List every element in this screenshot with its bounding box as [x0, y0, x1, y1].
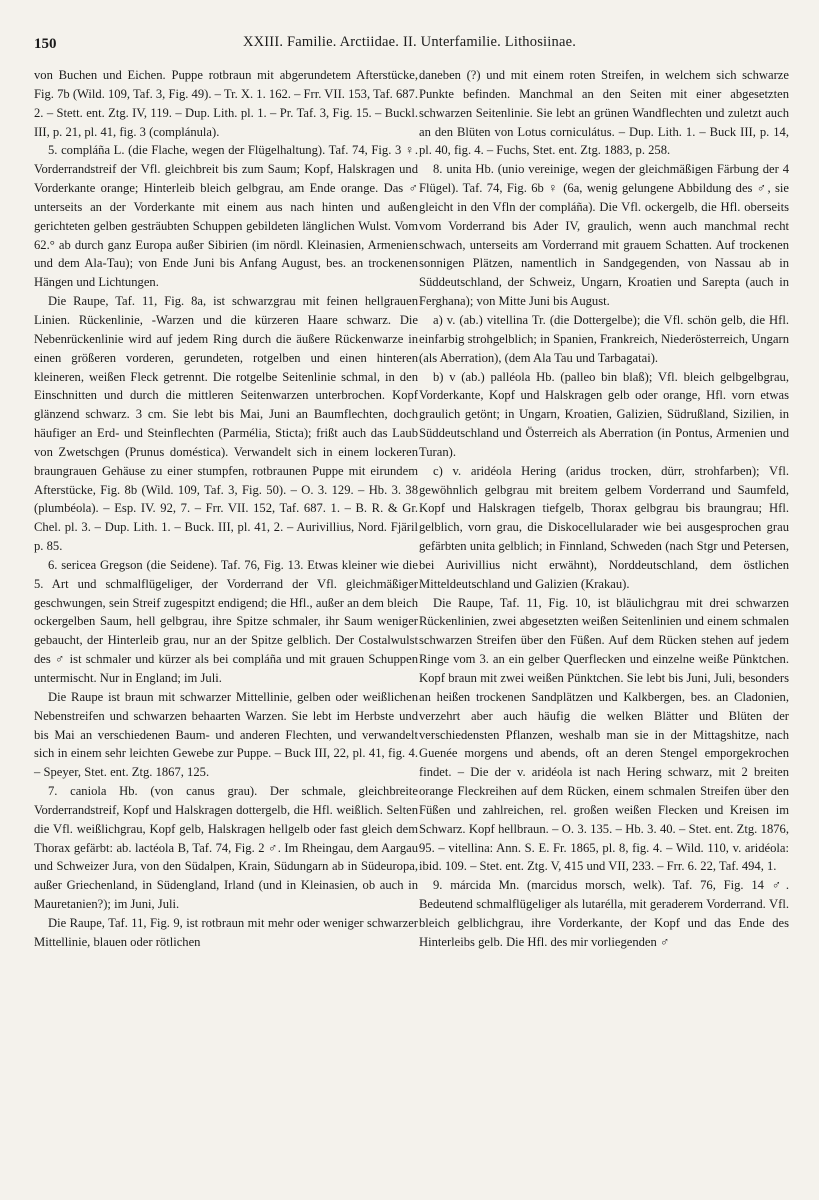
page-number: 150: [34, 36, 57, 52]
paragraph: 9. márcida Mn. (marcidus morsch, welk). Taf. 76, Fig. 14 ♂. Bedeutend schmalflügeliger als lutarélla, mit geraderem Vorderrand. Vfl. bleich gelblichgrau, ihre Vorderkante, der Kopf und das Ende des Hinterleibs gelb. Die Hfl. des mir vorliegenden ♂: [419, 878, 789, 949]
paragraph: Die Raupe, Taf. 11, Fig. 9, ist rotbraun mit mehr oder weniger schwarzer Mittellinie, blauen oder rötlichen: [34, 915, 418, 949]
paragraph: Die Raupe, Taf. 11, Fig. 8a, ist schwarzgrau mit feinen hellgrauen Linien. Rückenlinie, -Warzen und die kürzeren Haare schwarz. Die Nebenrückenlinie wird auf jedem Ring durch die äußere Rückenwarze in einen größeren vorderen, gerundeten, rotgelben und einen hinteren kleineren, weißen Fleck getrennt. Die rotgelbe Seitenlinie schmal, in den Einschnitten und durch die mittleren Seitenwarzen unterbrochen. Kopf glänzend schwarz. 3 cm. Sie lebt bis Mai, Juni an Baumflechten, doch häufiger an Erd- und Steinflechten (Parmélia, Sticta); frißt auch das Laub von Zwetschgen (Prunus doméstica). Verwandelt sich in einem lockeren braungrauen Gehäuse zu einer stumpfen, rotbraunen Puppe mit eirundem Afterstücke, Fig. 8b (Wild. 109, Taf. 3, Fig. 50). – O. 3. 129. – Hb. 3. 38 (plumbéola). – Esp. IV. 92, 7. – Frr. VII. 152, Taf. 687. 1. – B. R. & Gr. Chel. pl. 3. – Dup. Lith. 1. – Buck. III, pl. 41, 2. – Aurivillius, Nord. Fjäril p. 85.: [34, 294, 418, 554]
paragraph: c) v. aridéola Hering (aridus trocken, dürr, strohfarben); Vfl. gewöhnlich gelbgrau mit breitem gelbem Vorderrand und Saumfeld, Kopf und Halskragen tiefgelb, Thorax gelbgrau bis braungrau; Hfl. gelblich, vorn grau, die Diskocellularader wie bei ausgesprochen grau gefärbten unita gelblich; in Finnland, Schweden (nach Stgr und Petersen, bei Aurivillius nicht erwähnt), Norddeutschland, dem östlichen Mitteldeutschland und Galizien (Krakau).: [419, 463, 789, 591]
paragraph: 5. compláña L. (die Flache, wegen der Flügelhaltung). Taf. 74, Fig. 3 ♀. Vorderrandstreif der Vfl. gleichbreit bis zum Saum; Kopf, Halskragen und Vorderkante orange; Hinterleib bleich gelbgrau, am Ende orange. Das ♂ unterseits an der Vorderkante mit einem aus nach hinten und außen gerichteten gelben gesträubten Schuppen gebildeten länglichen Wulst. Vom 62.° ab durch ganz Europa außer Sibirien (im nördl. Kleinasien, Armenien und dem Ala-Tau); von Ende Juni bis Anfang August, bes. an trockenen Hängen und Lichtungen.: [34, 143, 418, 290]
paragraph: Die Raupe ist braun mit schwarzer Mittellinie, gelben oder weißlichen Nebenstreifen und schwarzen behaarten Warzen. Sie lebt im Herbste und bis Mai an verschiedenen Baum- und anderen Flechten, und verwandelt sich in einem sehr leichten Gewebe zur Puppe. – Buck III, 22, pl. 41, fig. 4. – Speyer, Stet. ent. Ztg. 1867, 125.: [34, 689, 418, 780]
paragraph: Die Raupe, Taf. 11, Fig. 10, ist bläulichgrau mit drei schwarzen Rückenlinien, zwei abgesetzten weißen Seitenlinien und einem schmalen schwarzen Streifen über den Füßen. Auf dem Rücken stehen auf jedem Ringe vom 3. an ein gelber Querflecken und einzelne weiße Pünktchen. Kopf braun mit zwei weißen Pünktchen. Sie lebt bis Juni, Juli, besonders an heißen trockenen Sandplätzen und Kalkbergen, bes. an Cladonien, verzehrt aber auch häufig die welken Blätter und Blüten der verschiedensten Pflanzen, weshalb man sie in der Mittagshitze, nach Guenée morgens und abends, oft an deren Stengel emporgekrochen findet. – Die der v. aridéola ist nach Hering schwarz, mit 2 breiten orange Fleckreihen auf dem Rücken, einem schmalen Streifen über den Füßen und zahlreichen, rel. großen weißen Flecken und Kreisen im Schwarz. Kopf hellbraun. – O. 3. 135. – Hb. 3. 40. – Stet. ent. Ztg. 1876, 95. – vitellina: Ann. S. E. Fr. 1865, pl. 8, fig. 4. – Wild. 110, v. aridéola: ibid. 109. – Stet. ent. Ztg. V, 415 und VII, 233. – Frr. 6. 22, Taf. 494, 1.: [419, 595, 789, 874]
running-head: XXIII. Familie. Arctiidae. II. Unterfamilie. Lithosiinae.: [242, 34, 577, 50]
paragraph: 6. sericea Gregson (die Seidene). Taf. 76, Fig. 13. Etwas kleiner wie die 5. Art und schmalflügeliger, der Vorderrand der Vfl. gleichmäßiger geschwungen, sein Streif zugespitzt endigend; die Hfl., außer an dem bleich ockergelben Saum, hell gelbgrau, ihre Spitze schmaler, ihr Saum weniger gebaucht, der Hinterleib grau, nur an der Spitze gelblich. Der Costalwulst des ♂ ist schmaler und kürzer als bei compláña und mit grauen Schuppen untermischt. Nur in England; im Juli.: [34, 557, 418, 685]
paragraph: b) v (ab.) palléola Hb. (palleo bin blaß); Vfl. bleich gelbgelbgrau, Vorderkante, Kopf und Halskragen gelb oder orange, Hfl. vorn etwas graulich getönt; in Ungarn, Kroatien, Galizien, Südrußland, Sizilien, in Süddeutschland und Österreich als Aberration (in Pontus, Armenien und Turan).: [419, 369, 789, 459]
left-column: [34, 66, 418, 952]
paragraph: a) v. (ab.) vitellina Tr. (die Dottergelbe); die Vfl. schön gelb, die Hfl. einfarbig strohgelblich; in Spanien, Frankreich, Niederösterreich, Ungarn (als Aberration), (dem Ala Tau und Tarbagatai).: [419, 312, 789, 365]
right-column: [419, 66, 789, 952]
paragraph: von Buchen und Eichen. Puppe rotbraun mit abgerundetem Afterstücke, Fig. 7b (Wild. 109, Taf. 3, Fig. 49). – Tr. X. 1. 162. – Frr. VII. 153, Taf. 687. 2. – Stett. ent. Ztg. IV, 119. – Dup. Lith. pl. 1. – Pr. Taf. 3, Fig. 15. – Buckl. III, p. 21, pl. 41, fig. 3 (complánula).: [34, 68, 418, 139]
paragraph: daneben (?) und mit einem roten Streifen, in welchem sich schwarze Punkte befinden. Manchmal an den Seiten mit einer abgesetzten schwarzen Seitenlinie. Sie lebt an grünen Wandflechten und zuletzt auch an den Blüten von Lotus corniculátus. – Dup. Lith. 1. – Buck III, p. 14, pl. 40, fig. 4. – Fuchs, Stet. ent. Ztg. 1883, p. 258.: [419, 68, 789, 158]
paragraph: 8. unita Hb. (unio vereinige, wegen der gleichmäßigen Färbung der 4 Flügel). Taf. 74, Fig. 6b ♀ (6a, wenig gelungene Abbildung des ♂, sie gleicht in den Vfln der compláña). Die Vfl. ockergelb, die Hfl. oberseits vom Vorderrand bis Ader IV, graulich, wenn auch manchmal recht schwach, unterseits am Vorderrand mit grauem Schatten. Auf trockenen sonnigen Plätzen, namentlich in Sandgegenden, von Nassau ab in Süddeutschland, der Schweiz, Ungarn, Kroatien und Sarepta (auch in Ferghana); von Mitte Juni bis August.: [419, 162, 789, 309]
paragraph: 7. caniola Hb. (von canus grau). Der schmale, gleichbreite Vorderrandstreif, Kopf und Halskragen dottergelb, die Hfl. weißlich. Selten die Vfl. weißlichgrau, Kopf gelb, Halskragen hellgelb oder fast gleich dem Thorax gefärbt: ab. lactéola B, Taf. 74, Fig. 2 ♂. Im Rheingau, dem Aargau und Schweizer Jura, von den Südalpen, Krain, Südungarn ab in Südeuropa, außer Griechenland, in Südengland, Irland (und in Kleinasien, ob auch in Mauretanien?); im Juni, Juli.: [34, 784, 418, 912]
